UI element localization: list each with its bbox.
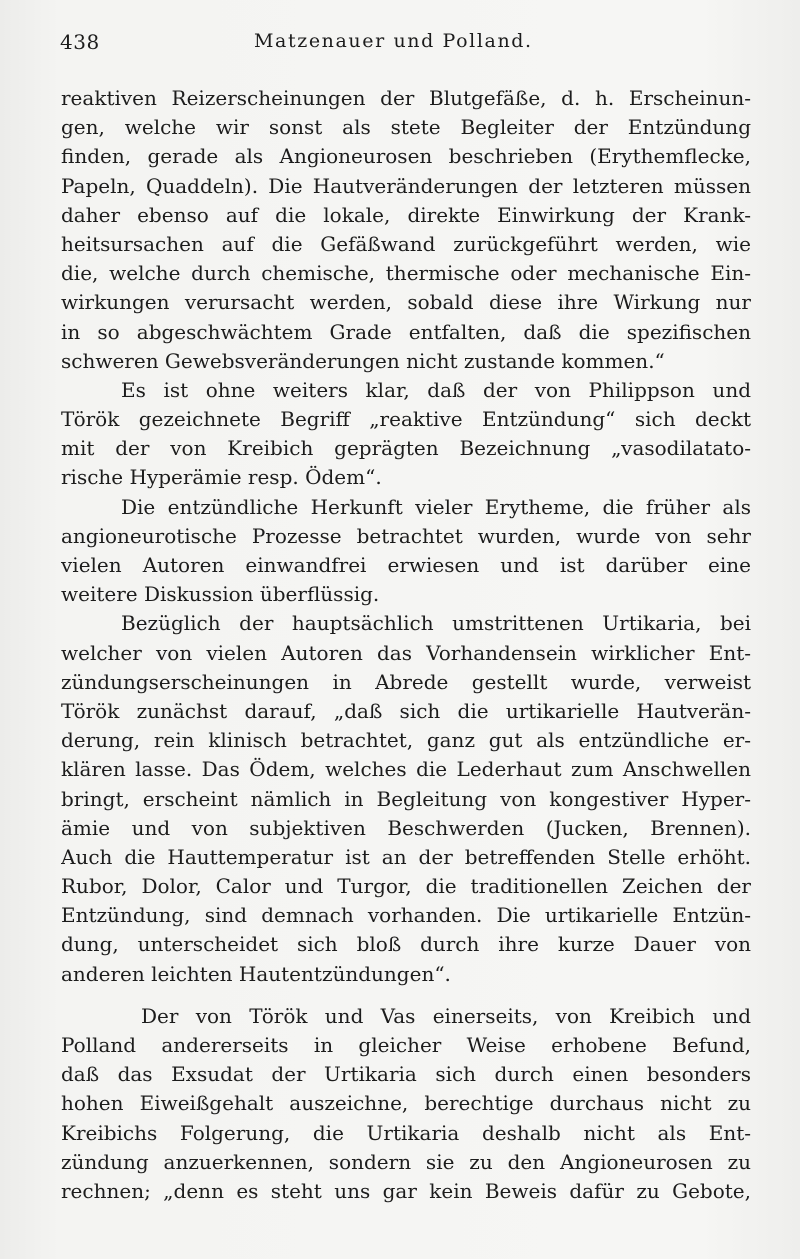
text-line: mit der von Kreibich geprägten Bezeichnung „vasodilatato- [61, 436, 751, 461]
text-line: anderen leichten Hautentzündungen“. [61, 961, 451, 986]
text-line: vielen Autoren einwandfrei erwiesen und ist darüber eine [61, 553, 751, 577]
text-line: Kreibichs Folgerung, die Urtikaria deshalb nicht als Ent- [61, 1120, 751, 1145]
text-line: Bezüglich der hauptsächlich umstrittenen Urtikaria, bei [121, 611, 751, 636]
text-line: Der von Török und Vas einerseits, von Kreibich und [141, 1003, 751, 1028]
text-line: klären lasse. Das Ödem, welches die Lederhaut zum Anschwellen [61, 757, 751, 782]
paragraph-gap [61, 989, 751, 1002]
text-line: rische Hyperämie resp. Ödem“. [61, 465, 382, 490]
text-line: Es ist ohne weiters klar, daß der von Philippson und [121, 377, 751, 402]
text-line: Polland andererseits in gleicher Weise erhobene Befund, [61, 1033, 751, 1057]
text-line: zündungserscheinungen in Abrede gestellt wurde, verweist [61, 669, 751, 694]
text-line: Török zunächst darauf, „daß sich die urtikarielle Hautverän- [61, 698, 751, 723]
text-line: Die entzündliche Herkunft vieler Erytheme, die früher als [121, 494, 751, 519]
running-head: Matzenauer und Polland. [254, 30, 533, 52]
text-line: ämie und von subjektiven Beschwerden (Jucken, Brennen). [61, 815, 751, 840]
text-line: Papeln, Quaddeln). Die Hautveränderungen der letzteren müssen [61, 173, 751, 198]
text-line: daß das Exsudat der Urtikaria sich durch einen besonders [61, 1062, 751, 1087]
text-line: bringt, erscheint nämlich in Begleitung von kongestiver Hyper- [61, 786, 751, 811]
page-header [60, 30, 760, 60]
text-line: Auch die Hauttemperatur ist an der betreffenden Stelle erhöht. [61, 844, 751, 869]
text-line: Török gezeichnete Begriff „reaktive Entzündung“ sich deckt [61, 407, 751, 432]
page-number: 438 [60, 30, 100, 54]
text-line: rechnen; „denn es steht uns gar kein Beweis dafür zu Gebote, [61, 1178, 751, 1203]
text-line: die, welche durch chemische, thermische oder mechanische Ein- [61, 261, 751, 286]
text-line: daher ebenso auf die lokale, direkte Einwirkung der Krank- [61, 202, 751, 227]
text-line: finden, gerade als Angioneurosen beschrieben (Erythemflecke, [61, 144, 751, 169]
text-line: hohen Eiweißgehalt auszeichne, berechtige durchaus nicht zu [61, 1091, 751, 1116]
text-line: gen, welche wir sonst als stete Begleiter der Entzündung [61, 115, 751, 140]
text-line: schweren Gewebsveränderungen nicht zustande kommen.“ [61, 348, 665, 373]
text-line: derung, rein klinisch betrachtet, ganz gut als entzündliche er- [61, 728, 751, 753]
text-line: in so abgeschwächtem Grade entfalten, daß die spezifischen [61, 319, 751, 344]
text-line: weitere Diskussion überflüssig. [61, 582, 380, 607]
text-line: dung, unterscheidet sich bloß durch ihre kurze Dauer von [61, 932, 751, 957]
text-line: Rubor, Dolor, Calor und Turgor, die traditionellen Zeichen der [61, 874, 751, 899]
body-text [61, 84, 751, 1206]
text-line: angioneurotische Prozesse betrachtet wurden, wurde von sehr [61, 523, 751, 548]
text-line: Entzündung, sind demnach vorhanden. Die urtikarielle Entzün- [61, 903, 751, 928]
text-line: heitsursachen auf die Gefäßwand zurückgeführt werden, wie [61, 231, 751, 256]
text-line: zündung anzuerkennen, sondern sie zu den Angioneurosen zu [61, 1149, 751, 1174]
text-line: wirkungen verursacht werden, sobald diese ihre Wirkung nur [61, 290, 751, 315]
text-line: reaktiven Reizerscheinungen der Blutgefäße, d. h. Erscheinun- [61, 86, 751, 110]
text-line: welcher von vielen Autoren das Vorhandensein wirklicher Ent- [61, 640, 751, 665]
